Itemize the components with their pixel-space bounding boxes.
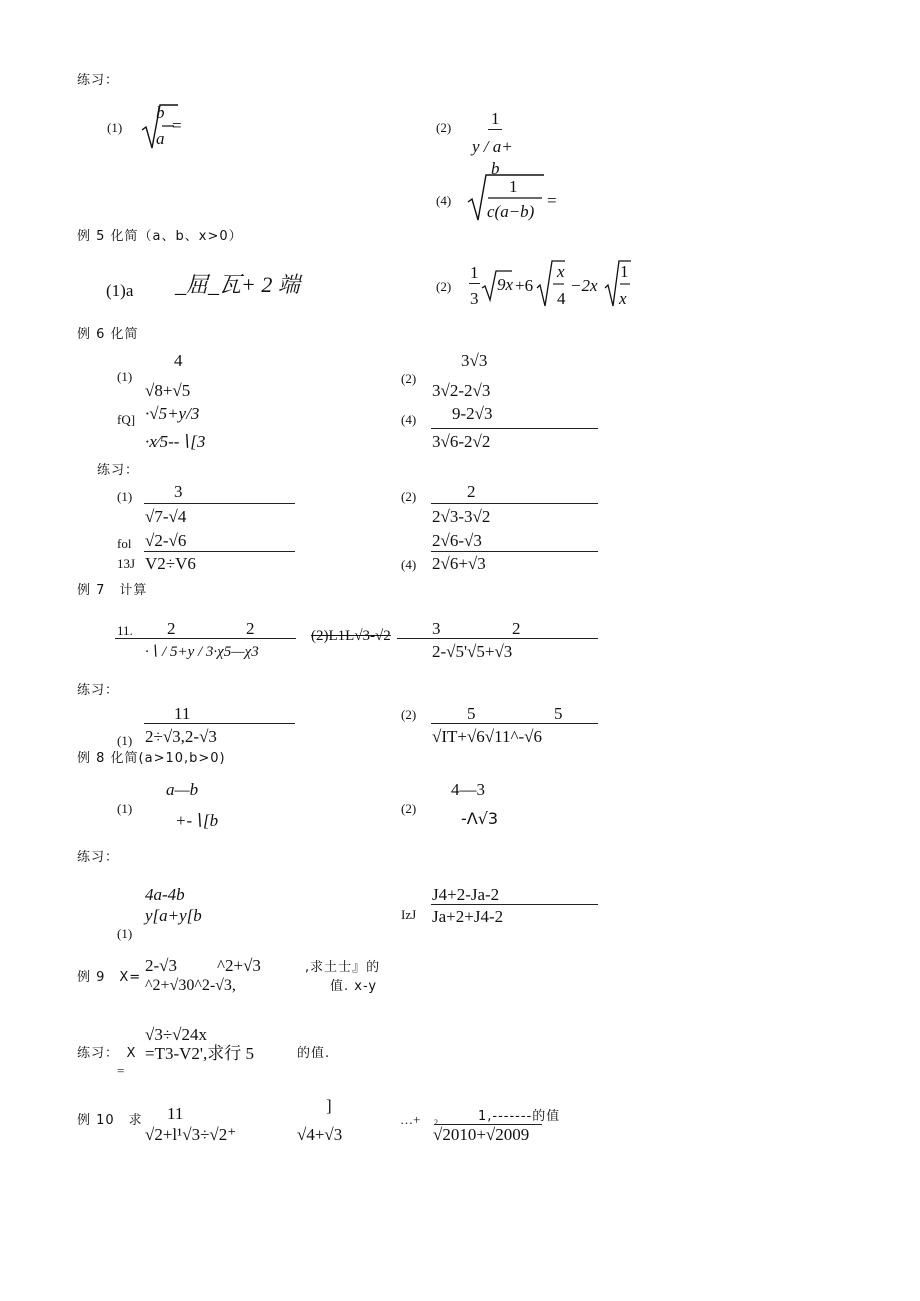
fraction-numerator: 4—3 (451, 780, 485, 799)
fraction-numerator: 3√3 (461, 351, 488, 370)
fraction-numerator: 1 (470, 263, 479, 282)
garbled-expression: (2)L1L√3-√2 (311, 628, 391, 644)
fraction-numerator: 4 (174, 351, 183, 370)
item-number: (1) (117, 369, 133, 384)
fraction-numerator: ^2+√3 (217, 956, 261, 975)
fraction-numerator: 2 (512, 619, 521, 638)
heading-example-10: 例 10 求 (77, 1113, 143, 1128)
fraction-denominator: ^2+√30^2-√3, (145, 977, 236, 994)
heading-example-9: 例 9 X= (77, 970, 142, 985)
heading-practice-1: 练习： (77, 73, 120, 88)
fraction-denominator: ·∖ / 5+y / 3·χ5—χ3 (145, 644, 259, 660)
fraction-denominator: =T3-V2',求行 5 (145, 1044, 254, 1063)
ellipsis-text: …+ (400, 1112, 421, 1127)
item-number: (1) (117, 801, 133, 816)
fraction-denominator: 3√6-2√2 (432, 432, 491, 451)
fraction-numerator: √2-√6 (145, 531, 187, 550)
item-number: (4) (401, 412, 417, 427)
equals-sign: = (547, 191, 557, 210)
heading-example-5: 例 5 化简（a、b、x>0） (77, 229, 243, 244)
fraction-numerator: 9-2√3 (452, 404, 493, 423)
item-number: 13J (117, 556, 136, 571)
garbled-expression: _屈_瓦+ 2 端 (175, 272, 300, 297)
fraction-numerator: 5 (467, 704, 476, 723)
fraction-denominator: 3 (470, 289, 479, 308)
fraction-numerator: b (156, 103, 165, 122)
heading-example-8: 例 8 化简(a>10,b>0) (77, 751, 226, 766)
fraction-denominator: √7-√4 (145, 507, 187, 526)
fraction-numerator: 3 (432, 619, 441, 638)
item-number: IzJ (401, 907, 417, 922)
fraction-numerator: x (557, 262, 565, 281)
fraction-denominator: √2010+√2009 (433, 1125, 530, 1144)
item-number: (1) (117, 489, 133, 504)
fraction-numerator: a—b (166, 780, 199, 799)
fraction-numerator: 1 (620, 262, 629, 281)
fraction-numerator: 4a-4b (145, 885, 185, 904)
fraction-denominator: a (156, 129, 165, 148)
fraction-numerator: 11 (174, 704, 191, 723)
fraction-denominator: 2√6+√3 (432, 554, 486, 573)
heading-practice-2: 练习： (97, 463, 140, 478)
fraction-numerator: 5 (554, 704, 563, 723)
fraction-numerator: 2 (467, 482, 476, 501)
fraction-numerator: 1 (491, 109, 500, 128)
heading-practice-3: 练习： (77, 683, 120, 698)
item-number: (1) (117, 733, 133, 748)
item-number: (1) (107, 120, 123, 135)
fraction-denominator: 2√3-3√2 (432, 507, 491, 526)
item-number: (2) (401, 801, 417, 816)
fraction-numerator: 2-√3 (145, 956, 177, 975)
item-number: (2) (436, 120, 452, 135)
fraction-numerator: 2 (246, 619, 255, 638)
heading-practice-4: 练习： (77, 850, 120, 865)
fraction-denominator-overflow: b (491, 159, 500, 178)
item-number: (4) (436, 193, 452, 208)
fraction-denominator: 4 (557, 289, 566, 308)
item-number: fol (117, 536, 132, 551)
item-number: 11. (117, 623, 133, 638)
fraction-denominator: y[a+y[b (145, 906, 202, 925)
instruction-text: 的值. (297, 1046, 331, 1061)
fraction-denominator: √8+√5 (145, 381, 191, 400)
fraction-denominator: Ja+2+J4-2 (432, 907, 504, 926)
radicand: 9x (497, 275, 514, 294)
fraction-denominator: 3√2-2√3 (432, 381, 491, 400)
item-number: (2) (401, 489, 417, 504)
fraction-numerator: 2√6-√3 (432, 531, 482, 550)
fraction-denominator: 2÷√3,2-√3 (145, 727, 217, 746)
fraction-numerator: 2 (167, 619, 176, 638)
heading-example-7: 例 7 计算 (77, 583, 148, 598)
fraction-numerator: √3÷√24x (145, 1025, 207, 1044)
item-number: (4) (401, 557, 417, 572)
subscript-mark: 2 (434, 1118, 438, 1127)
instruction-text: ,求土士』的 (305, 960, 381, 975)
equals-sign: = (172, 116, 182, 135)
fraction-numerator: ] (326, 1096, 332, 1115)
fraction-denominator: V2÷V6 (145, 554, 196, 573)
fraction-denominator: y / a+ (472, 137, 513, 156)
instruction-text: 1,-------的值 (478, 1109, 561, 1124)
fraction-denominator: √2+l¹√3÷√2⁺ (145, 1125, 237, 1144)
instruction-text: 值. x-y (330, 979, 378, 994)
item-number: (1) (117, 926, 133, 941)
fraction-numerator: J4+2-Ja-2 (432, 885, 500, 904)
item-number: fQ] (117, 412, 136, 427)
fraction-denominator: 2-√5'√5+√3 (432, 642, 513, 661)
heading-example-6: 例 6 化简 (77, 327, 139, 342)
fraction-denominator: x (619, 289, 627, 308)
fraction-numerator: 1 (509, 177, 518, 196)
heading-practice-5: 练习： X (77, 1046, 137, 1061)
fraction-denominator: -Λ√3 (461, 809, 499, 828)
operator: +6 (515, 276, 534, 295)
equals-sign: = (117, 1063, 125, 1078)
item-number: (1)a (106, 281, 134, 300)
fraction-denominator: c(a−b) (487, 202, 535, 221)
sqrt-sign-icon (603, 258, 633, 310)
operator: −2x (570, 276, 598, 295)
item-number: (2) (401, 371, 417, 386)
item-number: (2) (436, 279, 452, 294)
fraction-denominator: √4+√3 (297, 1125, 343, 1144)
fraction-numerator: ·√5+y/3 (145, 404, 200, 423)
fraction-denominator: ·x∕5--∖[3 (145, 432, 206, 451)
fraction-denominator: √IT+√6√11^-√6 (432, 727, 542, 746)
fraction-numerator: 11 (167, 1104, 184, 1123)
item-number: (2) (401, 707, 417, 722)
fraction-denominator: +-∖[b (175, 811, 219, 830)
fraction-numerator: 3 (174, 482, 183, 501)
